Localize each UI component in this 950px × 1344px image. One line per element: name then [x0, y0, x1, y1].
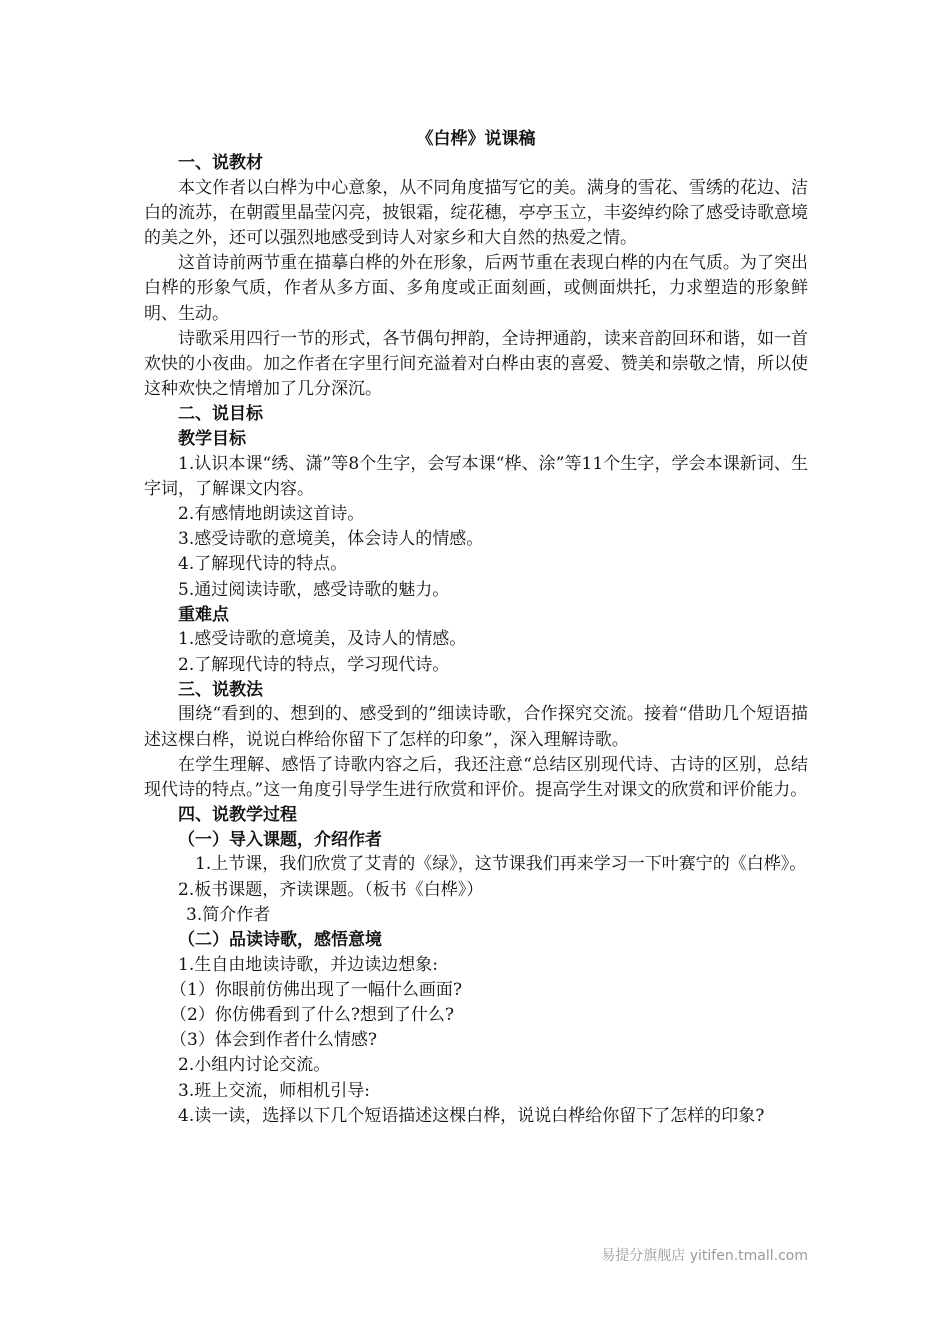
- paragraph: 本文作者以白桦为中心意象，从不同角度描写它的美。满身的雪花、雪绣的花边、洁白的流苏，在朝霞里晶莹闪亮，披银霜，绽花穗，亭亭玉立，丰姿绰约除了感受诗歌意境的美之外，还可以强烈地感受到诗人对家乡和大自然的热爱之情。: [144, 177, 808, 248]
- list-item: 2.板书课题，齐读课题。（板书《白桦》）: [178, 879, 484, 900]
- list-item: 4.了解现代诗的特点。: [178, 554, 348, 575]
- list-item: 1.上节课，我们欣赏了艾青的《绿》，这节课我们再来学习一下叶赛宁的《白桦》。: [195, 854, 807, 875]
- list-item: 1.生自由地读诗歌，并边读边想象:: [178, 954, 438, 975]
- paragraph: 围绕“看到的、想到的、感受到的”细读诗歌，合作探究交流。接着“借助几个短语描述这棵白桦，说说白桦给你留下了怎样的印象”，深入理解诗歌。: [144, 704, 808, 750]
- subheading-intro: （一）导入课题，介绍作者: [178, 829, 382, 850]
- list-item: 1.认识本课“绣、潇”等8个生字，会写本课“桦、涂”等11个生字，学会本课新词、生字词，了解课文内容。: [144, 453, 808, 499]
- document-body: [144, 127, 808, 1129]
- list-item: 2.有感情地朗读这首诗。: [178, 504, 365, 525]
- list-item: 1.感受诗歌的意境美，及诗人的情感。: [178, 629, 467, 650]
- subheading-key-points: 重难点: [178, 604, 229, 625]
- paragraph: 这首诗前两节重在描摹白桦的外在形象，后两节重在表现白桦的内在气质。为了突出白桦的形象气质，作者从多方面、多角度或正面刻画，或侧面烘托，力求塑造的形象鲜明、生动。: [144, 253, 808, 324]
- list-item: 2.了解现代诗的特点，学习现代诗。: [178, 654, 450, 675]
- section-heading-3: 三、说教法: [178, 679, 263, 700]
- list-item: 5.通过阅读诗歌，感受诗歌的魅力。: [178, 579, 450, 600]
- list-item: （1）你眼前仿佛出现了一幅什么画面?: [170, 979, 462, 1000]
- list-item: 3.感受诗歌的意境美，体会诗人的情感。: [178, 529, 484, 550]
- list-item: 4.读一读，选择以下几个短语描述这棵白桦，说说白桦给你留下了怎样的印象?: [178, 1105, 765, 1126]
- section-heading-4: 四、说教学过程: [178, 805, 297, 826]
- paragraph: 在学生理解、感悟了诗歌内容之后，我还注意“总结区别现代诗、古诗的区别，总结现代诗的特点。”这一角度引导学生进行欣赏和评价。提高学生对课文的欣赏和评价能力。: [144, 754, 808, 801]
- paragraph: 诗歌采用四行一节的形式，各节偶句押韵，全诗押通韵，读来音韵回环和谐，如一首欢快的小夜曲。加之作者在字里行间充溢着对白桦由衷的喜爱、赞美和崇敬之情，所以使这种欢快之情增加了几分深沉。: [144, 328, 808, 400]
- subheading-teaching-goals: 教学目标: [178, 429, 246, 450]
- document-title: 《白桦》说课稿: [416, 129, 536, 149]
- subheading-reading: （二）品读诗歌，感悟意境: [178, 930, 382, 951]
- list-item: （2）你仿佛看到了什么?想到了什么?: [170, 1005, 455, 1026]
- list-item: （3）体会到作者什么情感?: [170, 1030, 377, 1051]
- section-heading-2: 二、说目标: [178, 404, 263, 425]
- list-item: 3.简介作者: [186, 904, 271, 925]
- section-heading-1: 一、说教材: [178, 153, 263, 173]
- list-item: 3.班上交流，师相机引导:: [178, 1080, 370, 1101]
- footer-watermark: 易提分旗舰店 yitifen.tmall.com: [601, 1248, 808, 1264]
- list-item: 2.小组内讨论交流。: [178, 1055, 331, 1076]
